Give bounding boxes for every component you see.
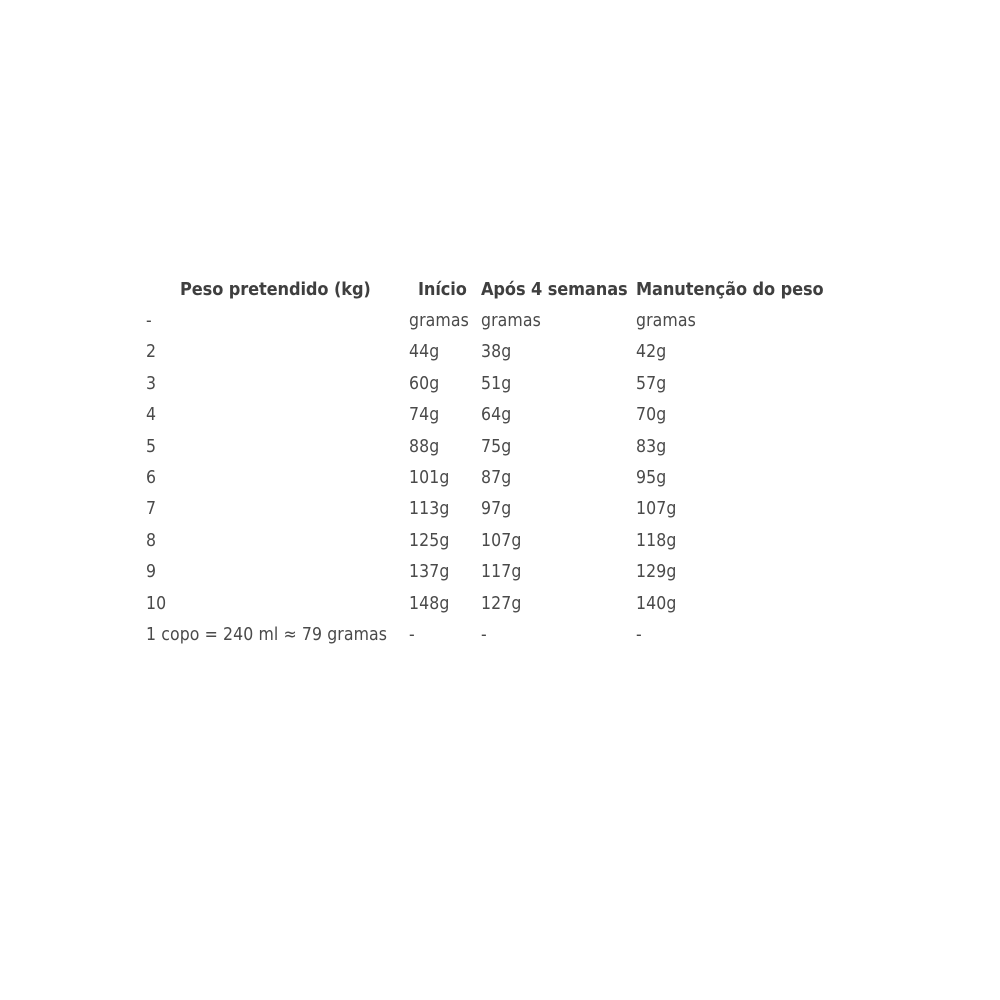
cell-start: 113g bbox=[409, 499, 450, 520]
cell-maintenance: 70g bbox=[636, 405, 667, 426]
dosage-table bbox=[146, 274, 846, 651]
cell-after-4-weeks: 127g bbox=[481, 593, 522, 614]
cell-target-weight: 9 bbox=[146, 562, 157, 583]
cell-after-4-weeks: 75g bbox=[481, 436, 512, 457]
cell-target-weight: 4 bbox=[146, 405, 157, 426]
cell-cup-conversion: 1 copo = 240 ml ≈ 79 gramas bbox=[146, 624, 388, 645]
cell-start: 44g bbox=[409, 342, 440, 363]
cell-after-4-weeks: 51g bbox=[481, 373, 512, 394]
table-row bbox=[146, 337, 846, 368]
cell-maintenance: 57g bbox=[636, 373, 667, 394]
table-row-footnote bbox=[146, 620, 846, 651]
cell-maintenance: 95g bbox=[636, 467, 667, 488]
cell-maintenance: 83g bbox=[636, 436, 667, 457]
cell-start: 148g bbox=[409, 593, 450, 614]
cell-maintenance: 118g bbox=[636, 530, 677, 551]
cell-maintenance: - bbox=[636, 624, 642, 645]
cell-after-4-weeks: 64g bbox=[481, 405, 512, 426]
cell-start: 74g bbox=[409, 405, 440, 426]
cell-maintenance: gramas bbox=[636, 311, 696, 331]
cell-start: - bbox=[409, 624, 415, 645]
table-header bbox=[146, 274, 846, 306]
cell-maintenance: 42g bbox=[636, 342, 667, 363]
cell-after-4-weeks: 117g bbox=[481, 562, 522, 583]
header-target-weight: Peso pretendido (kg) bbox=[180, 279, 371, 300]
cell-maintenance: 140g bbox=[636, 593, 677, 614]
header-maintenance: Manutenção do peso bbox=[636, 279, 824, 300]
cell-after-4-weeks: - bbox=[481, 624, 487, 645]
cell-after-4-weeks: gramas bbox=[481, 311, 541, 331]
cell-after-4-weeks: 107g bbox=[481, 530, 522, 551]
cell-start: 88g bbox=[409, 436, 440, 457]
table-row bbox=[146, 432, 846, 463]
cell-start: 125g bbox=[409, 530, 450, 551]
table-row bbox=[146, 306, 846, 337]
cell-after-4-weeks: 38g bbox=[481, 342, 512, 363]
cell-target-weight: - bbox=[146, 311, 152, 331]
cell-target-weight: 5 bbox=[146, 436, 157, 457]
cell-start: gramas bbox=[409, 311, 469, 331]
table-row bbox=[146, 400, 846, 431]
table-row bbox=[146, 589, 846, 620]
cell-target-weight: 6 bbox=[146, 467, 157, 488]
cell-target-weight: 2 bbox=[146, 342, 157, 363]
header-start: Início bbox=[418, 279, 467, 300]
table-row bbox=[146, 526, 846, 557]
cell-target-weight: 3 bbox=[146, 373, 157, 394]
cell-after-4-weeks: 87g bbox=[481, 467, 512, 488]
table-row bbox=[146, 463, 846, 494]
cell-start: 101g bbox=[409, 467, 450, 488]
cell-maintenance: 107g bbox=[636, 499, 677, 520]
cell-target-weight: 7 bbox=[146, 499, 157, 520]
cell-target-weight: 10 bbox=[146, 593, 167, 614]
cell-start: 137g bbox=[409, 562, 450, 583]
table-row bbox=[146, 369, 846, 400]
cell-target-weight: 8 bbox=[146, 530, 157, 551]
table-row bbox=[146, 557, 846, 588]
header-after-4-weeks: Após 4 semanas bbox=[481, 279, 628, 300]
table-row bbox=[146, 494, 846, 525]
cell-start: 60g bbox=[409, 373, 440, 394]
cell-maintenance: 129g bbox=[636, 562, 677, 583]
cell-after-4-weeks: 97g bbox=[481, 499, 512, 520]
